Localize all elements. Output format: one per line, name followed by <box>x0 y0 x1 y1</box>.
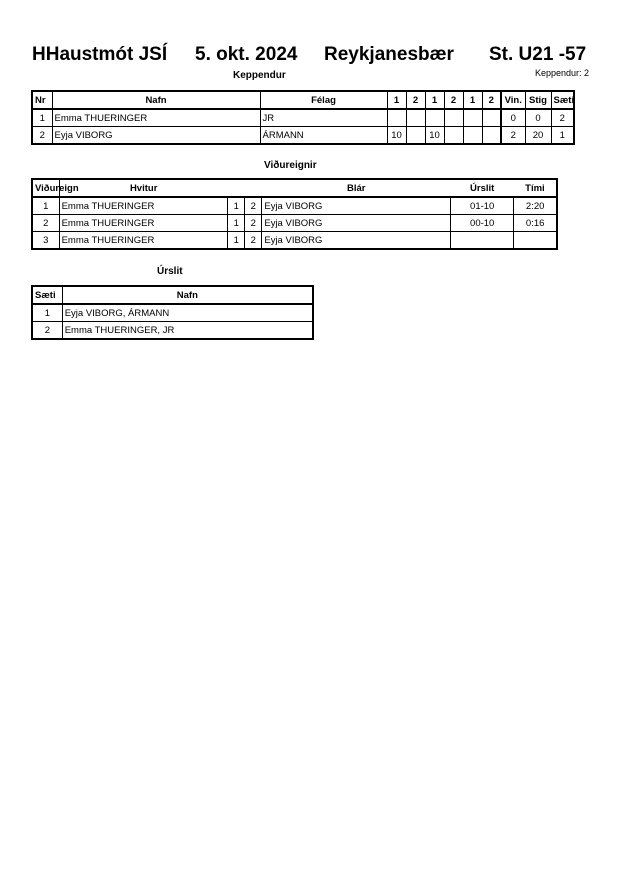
table-row <box>32 197 557 215</box>
table-row <box>32 304 313 322</box>
col-header: Stig <box>525 91 551 109</box>
match-a: 1 <box>228 215 245 232</box>
col-header <box>245 179 262 197</box>
round-score <box>463 127 482 145</box>
round-score <box>425 109 444 127</box>
match-white: Emma THUERINGER <box>59 232 228 250</box>
result-name: Emma THUERINGER, JR <box>62 322 313 340</box>
participant-name: Emma THUERINGER <box>52 109 260 127</box>
participant-club: JR <box>260 109 387 127</box>
round-score <box>444 109 463 127</box>
page-title <box>32 44 602 70</box>
round-score: 10 <box>425 127 444 145</box>
round-score <box>406 127 425 145</box>
result-place: 2 <box>32 322 62 340</box>
tournament-date: 5. okt. 2024 <box>195 44 298 65</box>
match-time: 0:16 <box>514 215 557 232</box>
match-white: Emma THUERINGER <box>59 197 228 215</box>
participant-club: ÁRMANN <box>260 127 387 145</box>
match-blue: Eyja VIBORG <box>262 215 451 232</box>
weight-category: St. U21 -57 <box>489 44 587 65</box>
table-row <box>32 127 574 145</box>
table-row <box>32 215 557 232</box>
match-a: 1 <box>228 197 245 215</box>
col-header: Sæti <box>32 286 62 304</box>
match-result: 00-10 <box>451 215 514 232</box>
round-score <box>444 127 463 145</box>
participants-header-row <box>32 91 574 109</box>
match-white: Emma THUERINGER <box>59 215 228 232</box>
match-number: 3 <box>32 232 59 250</box>
results-header-row <box>32 286 313 304</box>
participant-wins: 2 <box>501 127 525 145</box>
col-header: 1 <box>425 91 444 109</box>
col-header: 1 <box>463 91 482 109</box>
table-row <box>32 322 313 340</box>
results-table <box>31 285 314 340</box>
participant-place: 1 <box>551 127 574 145</box>
round-score <box>387 109 406 127</box>
col-header: Nr <box>32 91 52 109</box>
results-heading: Úrslit <box>157 266 183 277</box>
matches-heading: Viðureignir <box>264 160 317 171</box>
col-header: 2 <box>482 91 501 109</box>
tournament-name: HHaustmót JSÍ <box>32 44 168 65</box>
matches-table <box>31 178 558 250</box>
matches-header-row <box>32 179 557 197</box>
participant-nr: 1 <box>32 109 52 127</box>
participants-heading: Keppendur <box>233 70 286 81</box>
col-header: Viðureign <box>32 179 59 197</box>
tournament-location: Reykjanesbær <box>324 44 454 65</box>
participant-points: 0 <box>525 109 551 127</box>
col-header: Blár <box>262 179 451 197</box>
col-header: Úrslit <box>451 179 514 197</box>
col-header: Nafn <box>62 286 313 304</box>
col-header: Vin. <box>501 91 525 109</box>
match-time <box>514 232 557 250</box>
match-b: 2 <box>245 197 262 215</box>
match-time: 2:20 <box>514 197 557 215</box>
participant-wins: 0 <box>501 109 525 127</box>
match-a: 1 <box>228 232 245 250</box>
result-name: Eyja VIBORG, ÁRMANN <box>62 304 313 322</box>
table-row <box>32 232 557 250</box>
round-score: 10 <box>387 127 406 145</box>
round-score <box>482 127 501 145</box>
participant-points: 20 <box>525 127 551 145</box>
table-row <box>32 109 574 127</box>
match-b: 2 <box>245 232 262 250</box>
col-header: 2 <box>406 91 425 109</box>
col-header <box>228 179 245 197</box>
col-header: 1 <box>387 91 406 109</box>
match-result: 01-10 <box>451 197 514 215</box>
result-place: 1 <box>32 304 62 322</box>
participant-nr: 2 <box>32 127 52 145</box>
participants-table <box>31 90 575 145</box>
match-b: 2 <box>245 215 262 232</box>
participant-name: Eyja VIBORG <box>52 127 260 145</box>
col-header: Sæti <box>551 91 574 109</box>
col-header: 2 <box>444 91 463 109</box>
match-blue: Eyja VIBORG <box>262 197 451 215</box>
round-score <box>463 109 482 127</box>
col-header: Tími <box>514 179 557 197</box>
col-header: Hvitur <box>59 179 228 197</box>
col-header: Félag <box>260 91 387 109</box>
round-score <box>406 109 425 127</box>
participant-place: 2 <box>551 109 574 127</box>
competitors-count: Keppendur: 2 <box>535 68 590 78</box>
match-number: 2 <box>32 215 59 232</box>
round-score <box>482 109 501 127</box>
col-header: Nafn <box>52 91 260 109</box>
match-blue: Eyja VIBORG <box>262 232 451 250</box>
match-result <box>451 232 514 250</box>
match-number: 1 <box>32 197 59 215</box>
